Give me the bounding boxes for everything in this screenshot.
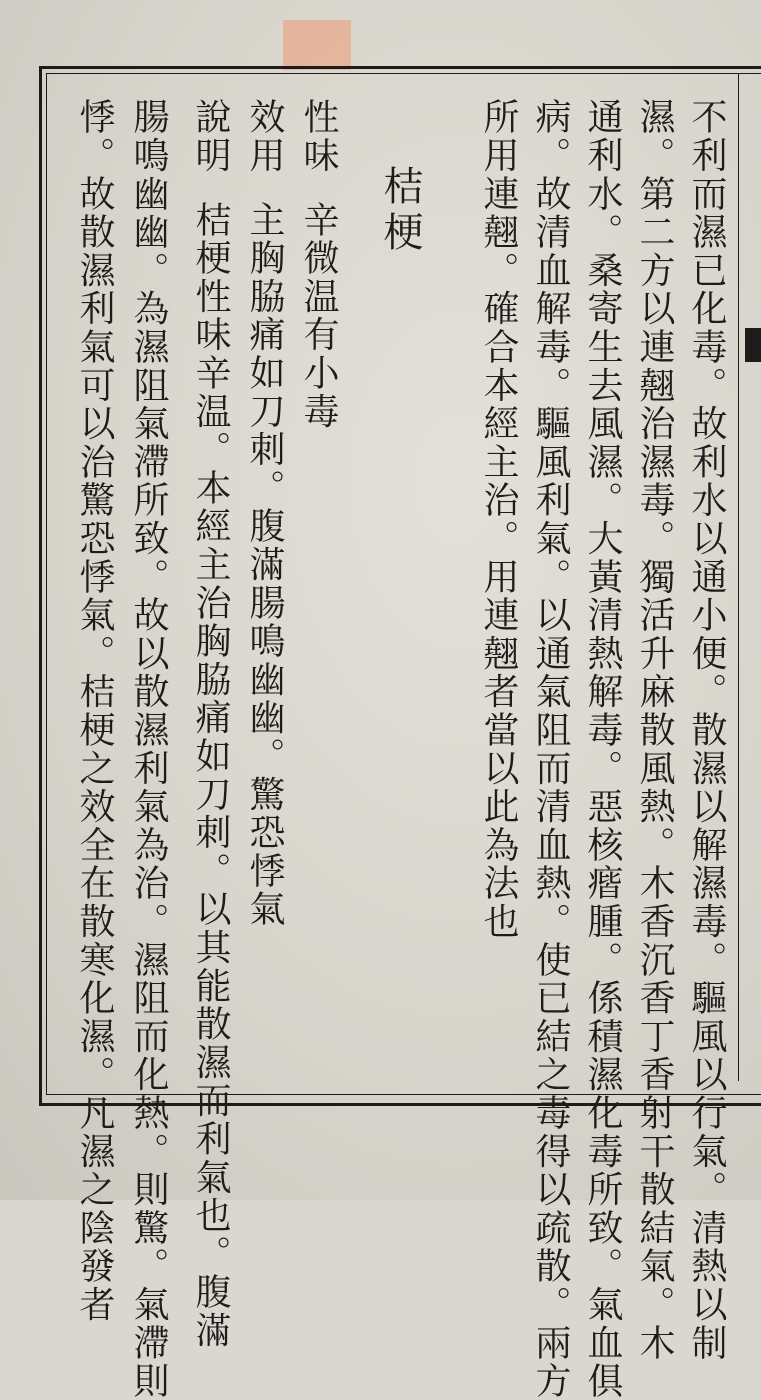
xingwei-text: 辛微温有小毒 (298, 200, 339, 431)
xingwei-column (292, 98, 344, 430)
edge-tab-mark (745, 328, 761, 362)
xiaoyong-text: 主胸脇痛如刀刺。腹滿腸鳴幽幽。驚恐悸氣 (244, 200, 285, 929)
xingwei-label: 性味 (298, 98, 339, 175)
shuoming-text: 桔梗性味辛温。本經主治胸脇痛如刀刺。以其能散濕而利氣也。腹滿 (190, 200, 231, 1350)
page-border-right-rule (738, 73, 739, 1081)
red-seal-stamp (283, 20, 351, 70)
entry-title: 桔梗 (377, 165, 423, 257)
text-column-b: 腸鳴幽幽。為濕阻氣滯所致。故以散濕利氣為治。濕阻而化熱。則驚。氣滯則 (128, 98, 169, 1400)
text-column-5: 所用連翹。確合本經主治。用連翹者當以此為法也 (478, 98, 519, 941)
text-column-2: 濕。第二方以連翹治濕毒。獨活升麻散風熱。木香沉香丁香射干散結氣。木 (634, 98, 675, 1362)
xiaoyong-label: 效用 (244, 98, 285, 175)
text-column-1: 不利而濕已化毒。故利水以通小便。散濕以解濕毒。驅風以行氣。清熱以制 (686, 98, 727, 1362)
text-column-c: 悸。故散濕利氣可以治驚恐悸氣。桔梗之效全在散寒化濕。凡濕之陰發者 (74, 98, 115, 1324)
shuoming-label: 說明 (190, 98, 231, 175)
text-column-3: 通利水。桑寄生去風濕。大黃清熱解毒。惡核㾬腫。係積濕化毒所致。氣血俱 (582, 98, 623, 1400)
shuoming-column (184, 98, 236, 1350)
text-column-4: 病。故清血解毒。驅風利氣。以通氣阻而清血熱。使已結之毒得以疏散。兩方 (530, 98, 571, 1400)
xiaoyong-column (238, 98, 290, 928)
